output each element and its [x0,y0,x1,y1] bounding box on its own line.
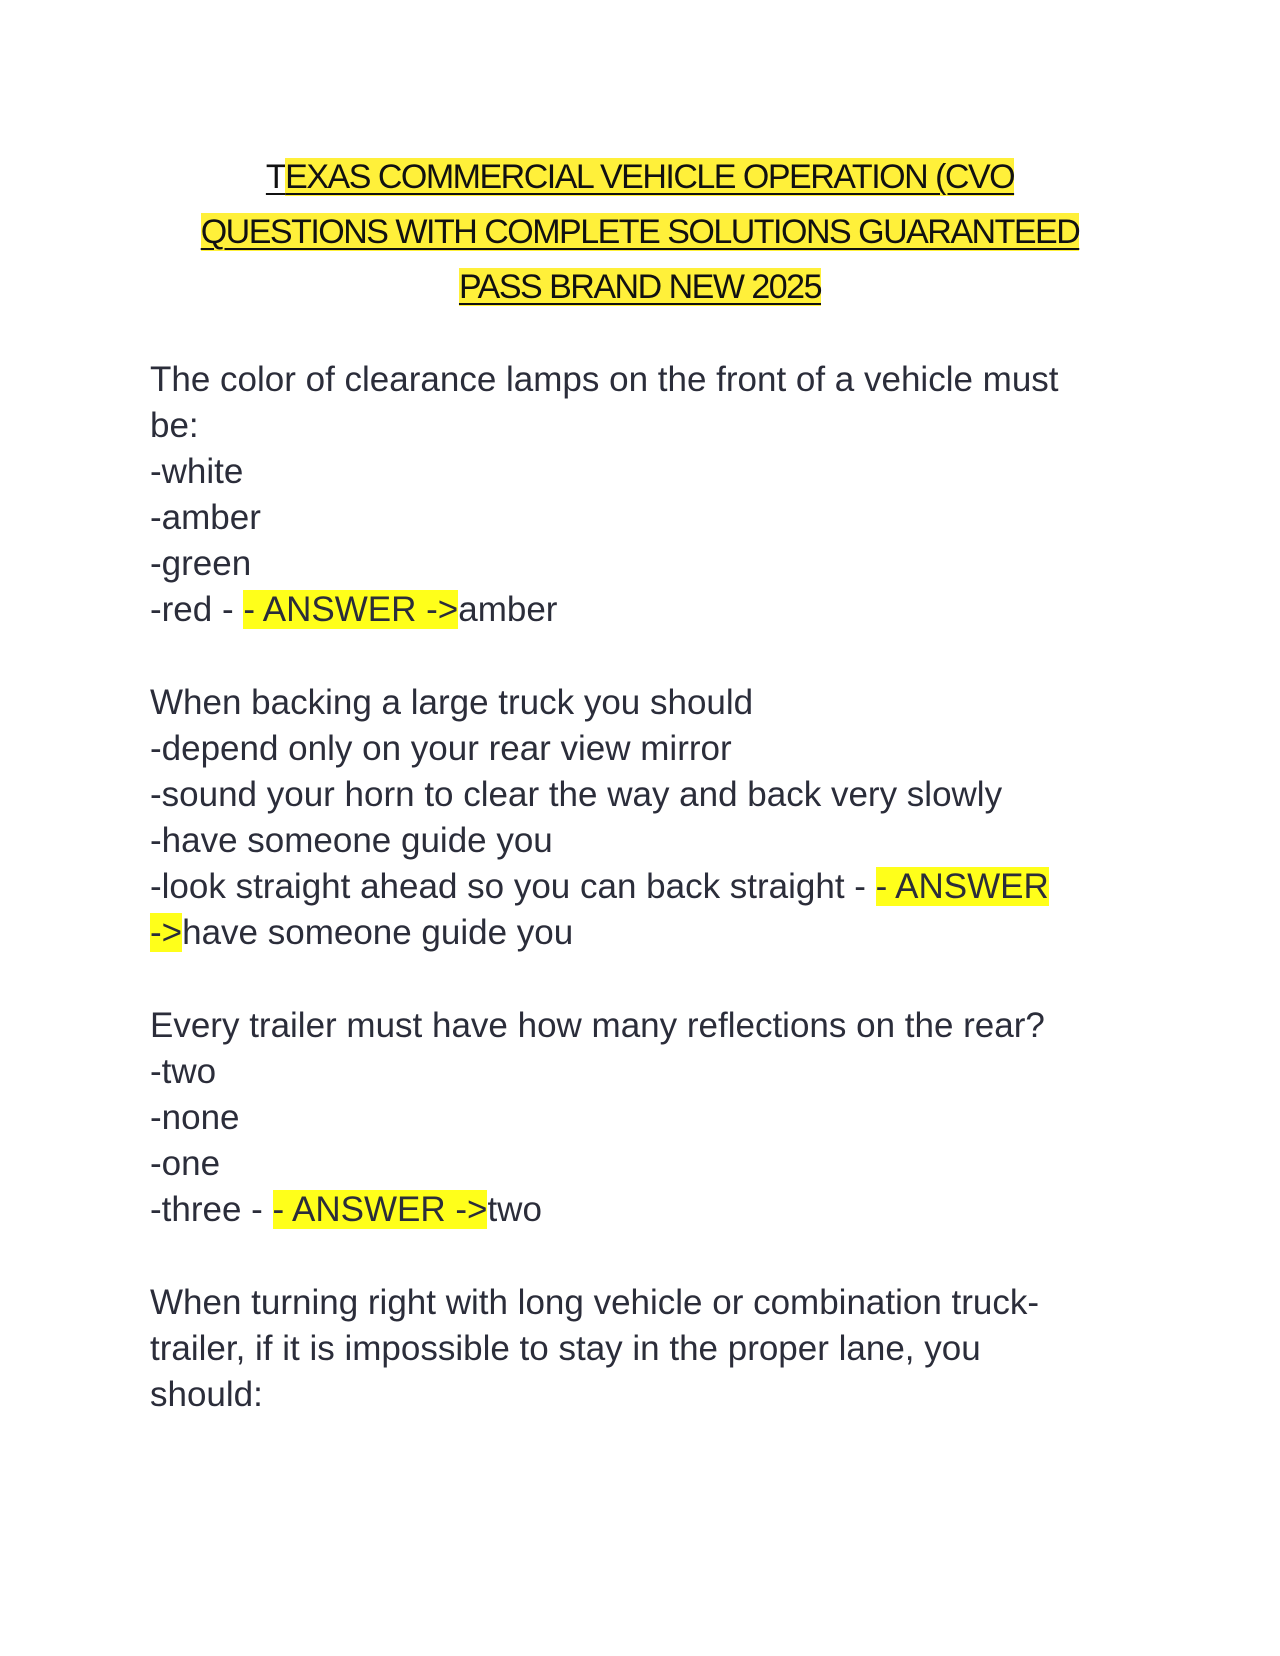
question-stem-cont: be: [150,406,199,445]
question-stem: Every trailer must have how many reflections on the rear? [150,1006,1045,1045]
answer-text: have someone guide you [182,913,574,952]
option-with-answer [150,587,1130,633]
option: -amber [150,498,261,537]
answer-line [150,910,1130,956]
question-stem-cont: should: [150,1375,263,1414]
answer-marker: - ANSWER -> [272,1190,488,1229]
option-text: -look straight ahead so you can back straight - [150,867,876,906]
title-line-1-rest: EXAS COMMERCIAL VEHICLE OPERATION (CVO [285,158,1015,196]
question-stem: The color of clearance lamps on the front of a vehicle must [150,360,1059,399]
answer-text: amber [458,590,558,629]
option: -have someone guide you [150,821,553,860]
title-line-1 [140,150,1140,205]
title-line-3-text: PASS BRAND NEW 2025 [458,268,821,306]
answer-marker: - ANSWER -> [243,590,459,629]
option: -white [150,452,244,491]
option: -two [150,1052,217,1091]
question-stem: When turning right with long vehicle or combination truck- [150,1283,1040,1322]
question-2 [150,680,1130,956]
option: -one [150,1144,221,1183]
answer-marker: - ANSWER [875,867,1049,906]
option-text: -red - [150,590,244,629]
question-1 [150,357,1130,633]
question-stem: When backing a large truck you should [150,683,754,722]
title-line-2-text: QUESTIONS WITH COMPLETE SOLUTIONS GUARANTEED [200,213,1080,251]
option: -sound your horn to clear the way and back very slowly [150,775,1003,814]
option-with-answer [150,1187,1130,1233]
title-first-char: T [265,158,286,196]
answer-marker-arrow: -> [150,913,183,952]
question-stem-cont: trailer, if it is impossible to stay in the proper lane, you [150,1329,981,1368]
document-body [150,357,1130,1465]
option: -depend only on your rear view mirror [150,729,732,768]
answer-text: two [487,1190,542,1229]
option: -none [150,1098,240,1137]
title-line-2 [140,205,1140,260]
question-3 [150,1003,1130,1233]
option-with-answer [150,864,1130,910]
document-title [140,150,1140,315]
title-line-3 [140,260,1140,315]
option: -green [150,544,252,583]
option-text: -three - [150,1190,273,1229]
question-4 [150,1280,1130,1418]
